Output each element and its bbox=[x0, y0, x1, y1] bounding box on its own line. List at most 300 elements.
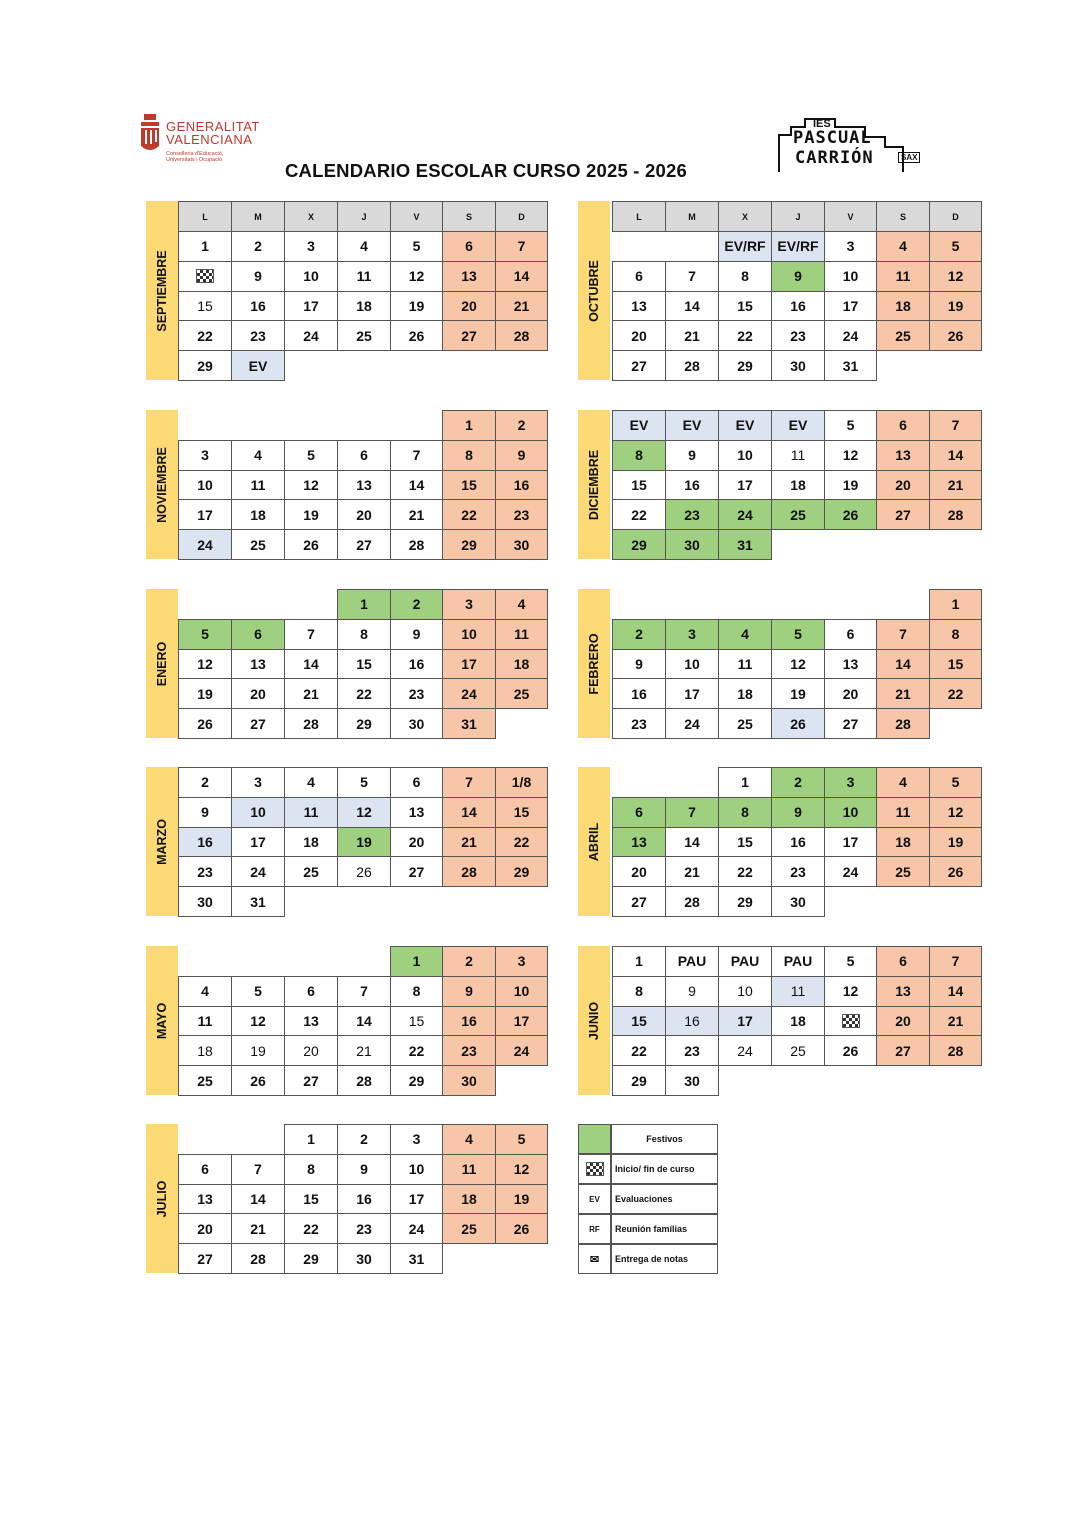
day-cell: 23 bbox=[665, 499, 719, 530]
day-cell: 5 bbox=[390, 231, 443, 262]
day-cell: 8 bbox=[442, 440, 496, 471]
month-tab-septiembre bbox=[146, 201, 178, 380]
day-cell: 14 bbox=[929, 976, 982, 1007]
day-cell: 19 bbox=[337, 827, 391, 858]
legend-row bbox=[578, 1214, 718, 1244]
day-cell: 6 bbox=[337, 440, 391, 471]
day-cell: 19 bbox=[284, 499, 338, 530]
month-tab-julio bbox=[146, 1124, 178, 1273]
day-cell: 26 bbox=[178, 708, 232, 739]
day-cell: EV bbox=[665, 410, 719, 441]
legend-key bbox=[578, 1154, 611, 1184]
generalitat-line3: Conselleria d'Educació, Universitats i Ocupació bbox=[166, 151, 224, 163]
day-cell: 29 bbox=[612, 529, 666, 560]
day-cell: 23 bbox=[178, 856, 232, 887]
day-cell: 31 bbox=[718, 529, 772, 560]
day-cell: 24 bbox=[824, 320, 877, 351]
day-cell: 2 bbox=[337, 1124, 391, 1155]
day-cell: 30 bbox=[665, 1065, 719, 1096]
day-cell: 24 bbox=[495, 1035, 548, 1066]
day-cell: 15 bbox=[442, 470, 496, 501]
weekday-header-x: X bbox=[284, 201, 338, 232]
legend-row bbox=[578, 1154, 718, 1184]
day-cell: 2 bbox=[771, 767, 825, 798]
day-cell: 13 bbox=[442, 261, 496, 292]
day-cell: 13 bbox=[612, 291, 666, 322]
day-cell: 10 bbox=[495, 976, 548, 1007]
day-cell: 27 bbox=[876, 1035, 930, 1066]
day-cell: 17 bbox=[284, 291, 338, 322]
day-cell: 11 bbox=[876, 797, 930, 828]
day-cell: 11 bbox=[231, 470, 285, 501]
day-cell: 14 bbox=[231, 1184, 285, 1215]
day-cell: 23 bbox=[390, 678, 443, 709]
day-cell: 10 bbox=[442, 619, 496, 650]
day-cell: 3 bbox=[231, 767, 285, 798]
day-cell: 30 bbox=[442, 1065, 496, 1096]
day-cell: 8 bbox=[718, 797, 772, 828]
legend-key: RF bbox=[578, 1214, 611, 1244]
day-cell: 2 bbox=[178, 767, 232, 798]
month-name: MAYO bbox=[155, 1002, 169, 1039]
day-cell: 5 bbox=[771, 619, 825, 650]
legend-key bbox=[578, 1124, 611, 1154]
day-cell: 16 bbox=[612, 678, 666, 709]
day-cell: 2 bbox=[231, 231, 285, 262]
day-cell: 28 bbox=[390, 529, 443, 560]
day-cell: 15 bbox=[929, 649, 982, 680]
day-cell: 18 bbox=[771, 470, 825, 501]
month-tab-marzo bbox=[146, 767, 178, 916]
day-cell: 18 bbox=[442, 1184, 496, 1215]
legend-label: Evaluaciones bbox=[611, 1184, 718, 1214]
day-cell: 13 bbox=[231, 649, 285, 680]
day-cell: EV/RF bbox=[771, 231, 825, 262]
day-cell: 4 bbox=[718, 619, 772, 650]
day-cell: 28 bbox=[495, 320, 548, 351]
weekday-header-l: L bbox=[178, 201, 232, 232]
day-cell: 20 bbox=[442, 291, 496, 322]
day-cell: 17 bbox=[231, 827, 285, 858]
day-cell: 20 bbox=[284, 1035, 338, 1066]
month-tab-mayo bbox=[146, 946, 178, 1095]
day-cell: 13 bbox=[178, 1184, 232, 1215]
day-cell: 11 bbox=[495, 619, 548, 650]
day-cell: 29 bbox=[442, 529, 496, 560]
day-cell: 17 bbox=[824, 291, 877, 322]
day-cell: 12 bbox=[495, 1154, 548, 1185]
day-cell: EV bbox=[771, 410, 825, 441]
day-cell: 23 bbox=[442, 1035, 496, 1066]
weekday-header-l: L bbox=[612, 201, 666, 232]
day-cell: 25 bbox=[771, 499, 825, 530]
day-cell: 8 bbox=[337, 619, 391, 650]
day-cell: 23 bbox=[231, 320, 285, 351]
day-cell: 13 bbox=[337, 470, 391, 501]
day-cell: 15 bbox=[337, 649, 391, 680]
day-cell: 30 bbox=[771, 886, 825, 917]
day-cell: 11 bbox=[442, 1154, 496, 1185]
day-cell: 14 bbox=[442, 797, 496, 828]
weekday-header-j: J bbox=[337, 201, 391, 232]
day-cell: 26 bbox=[231, 1065, 285, 1096]
day-cell: 28 bbox=[337, 1065, 391, 1096]
month-tab-abril bbox=[578, 767, 610, 916]
day-cell: 30 bbox=[178, 886, 232, 917]
day-cell: 16 bbox=[771, 291, 825, 322]
day-cell: 23 bbox=[665, 1035, 719, 1066]
day-cell: 21 bbox=[231, 1213, 285, 1244]
day-cell: 14 bbox=[665, 291, 719, 322]
ies-sax-label: SAX bbox=[898, 152, 920, 163]
day-cell: 22 bbox=[495, 827, 548, 858]
day-cell: 16 bbox=[771, 827, 825, 858]
day-cell: 25 bbox=[337, 320, 391, 351]
day-cell: 24 bbox=[718, 499, 772, 530]
day-cell: 6 bbox=[178, 1154, 232, 1185]
day-cell: 15 bbox=[178, 291, 232, 322]
day-cell: 7 bbox=[390, 440, 443, 471]
day-cell: 5 bbox=[284, 440, 338, 471]
day-cell: 8 bbox=[612, 440, 666, 471]
day-cell: 18 bbox=[495, 649, 548, 680]
day-cell: 4 bbox=[284, 767, 338, 798]
day-cell: 9 bbox=[178, 797, 232, 828]
month-name: SEPTIEMBRE bbox=[155, 249, 169, 332]
day-cell: 10 bbox=[390, 1154, 443, 1185]
day-cell: 27 bbox=[390, 856, 443, 887]
weekday-header-j: J bbox=[771, 201, 825, 232]
legend-label: Festivos bbox=[611, 1124, 718, 1154]
day-cell: 19 bbox=[929, 827, 982, 858]
day-cell: 6 bbox=[612, 797, 666, 828]
day-cell: 18 bbox=[771, 1006, 825, 1037]
day-cell: 12 bbox=[284, 470, 338, 501]
day-cell: 12 bbox=[824, 976, 877, 1007]
day-cell: 21 bbox=[495, 291, 548, 322]
day-cell: 27 bbox=[876, 499, 930, 530]
day-cell: 23 bbox=[337, 1213, 391, 1244]
weekday-header-d: D bbox=[495, 201, 548, 232]
day-cell: 30 bbox=[771, 350, 825, 381]
day-cell: 12 bbox=[231, 1006, 285, 1037]
day-cell: 25 bbox=[442, 1213, 496, 1244]
day-cell: 11 bbox=[771, 440, 825, 471]
day-cell: 11 bbox=[284, 797, 338, 828]
day-cell: 16 bbox=[665, 470, 719, 501]
day-cell: 14 bbox=[390, 470, 443, 501]
weekday-header-s: S bbox=[442, 201, 496, 232]
weekday-header-v: V bbox=[390, 201, 443, 232]
day-cell: 19 bbox=[231, 1035, 285, 1066]
day-cell: 24 bbox=[178, 529, 232, 560]
course-flag-cell bbox=[178, 261, 232, 292]
day-cell: 17 bbox=[390, 1184, 443, 1215]
report-card-icon: ✉ bbox=[589, 1253, 600, 1266]
day-cell: 7 bbox=[929, 946, 982, 977]
day-cell: 25 bbox=[718, 708, 772, 739]
day-cell: 6 bbox=[442, 231, 496, 262]
day-cell: 26 bbox=[929, 856, 982, 887]
day-cell: 17 bbox=[178, 499, 232, 530]
day-cell: 18 bbox=[231, 499, 285, 530]
day-cell: 29 bbox=[284, 1243, 338, 1274]
day-cell: 15 bbox=[612, 1006, 666, 1037]
weekday-header-s: S bbox=[876, 201, 930, 232]
day-cell: 10 bbox=[718, 440, 772, 471]
weekday-header-v: V bbox=[824, 201, 877, 232]
day-cell: EV bbox=[231, 350, 285, 381]
day-cell: 3 bbox=[824, 767, 877, 798]
day-cell: 19 bbox=[390, 291, 443, 322]
day-cell: 16 bbox=[390, 649, 443, 680]
month-name: ENERO bbox=[155, 641, 169, 686]
day-cell: 30 bbox=[495, 529, 548, 560]
day-cell: 10 bbox=[824, 261, 877, 292]
day-cell: 21 bbox=[284, 678, 338, 709]
day-cell: 13 bbox=[876, 976, 930, 1007]
day-cell: 7 bbox=[665, 797, 719, 828]
day-cell: 29 bbox=[390, 1065, 443, 1096]
month-tab-junio bbox=[578, 946, 610, 1095]
day-cell: 30 bbox=[390, 708, 443, 739]
day-cell: 31 bbox=[231, 886, 285, 917]
day-cell: 15 bbox=[718, 291, 772, 322]
day-cell: 11 bbox=[876, 261, 930, 292]
day-cell: 14 bbox=[665, 827, 719, 858]
day-cell: 19 bbox=[929, 291, 982, 322]
day-cell: 5 bbox=[929, 231, 982, 262]
day-cell: 19 bbox=[824, 470, 877, 501]
day-cell: 10 bbox=[665, 649, 719, 680]
day-cell: 25 bbox=[495, 678, 548, 709]
day-cell: 11 bbox=[178, 1006, 232, 1037]
month-tab-febrero bbox=[578, 589, 610, 738]
day-cell: 3 bbox=[442, 589, 496, 620]
day-cell: 10 bbox=[178, 470, 232, 501]
day-cell: 22 bbox=[929, 678, 982, 709]
day-cell: 9 bbox=[665, 440, 719, 471]
day-cell: 20 bbox=[876, 470, 930, 501]
day-cell: 1 bbox=[612, 946, 666, 977]
day-cell: 22 bbox=[718, 856, 772, 887]
day-cell: 8 bbox=[284, 1154, 338, 1185]
day-cell: 22 bbox=[390, 1035, 443, 1066]
day-cell: 22 bbox=[718, 320, 772, 351]
day-cell: 31 bbox=[390, 1243, 443, 1274]
day-cell: 21 bbox=[442, 827, 496, 858]
day-cell: 29 bbox=[718, 350, 772, 381]
day-cell: 7 bbox=[876, 619, 930, 650]
day-cell: 18 bbox=[876, 827, 930, 858]
day-cell: 1 bbox=[178, 231, 232, 262]
day-cell: 28 bbox=[665, 886, 719, 917]
day-cell: 13 bbox=[390, 797, 443, 828]
day-cell: 13 bbox=[876, 440, 930, 471]
day-cell: 6 bbox=[612, 261, 666, 292]
month-name: DICIEMBRE bbox=[587, 449, 601, 520]
legend-row bbox=[578, 1184, 718, 1214]
day-cell: 22 bbox=[284, 1213, 338, 1244]
day-cell: 6 bbox=[876, 946, 930, 977]
day-cell: 27 bbox=[612, 350, 666, 381]
day-cell: 22 bbox=[442, 499, 496, 530]
day-cell: 2 bbox=[442, 946, 496, 977]
day-cell: 15 bbox=[495, 797, 548, 828]
day-cell: 20 bbox=[337, 499, 391, 530]
weekday-header-x: X bbox=[718, 201, 772, 232]
day-cell: 25 bbox=[231, 529, 285, 560]
generalitat-emblem-icon bbox=[138, 112, 164, 162]
day-cell: 27 bbox=[824, 708, 877, 739]
day-cell: 1/8 bbox=[495, 767, 548, 798]
day-cell: 26 bbox=[495, 1213, 548, 1244]
day-cell: 25 bbox=[178, 1065, 232, 1096]
day-cell: 7 bbox=[442, 767, 496, 798]
day-cell: 11 bbox=[718, 649, 772, 680]
day-cell: 8 bbox=[612, 976, 666, 1007]
day-cell: 11 bbox=[337, 261, 391, 292]
day-cell: 21 bbox=[929, 1006, 982, 1037]
day-cell: 20 bbox=[612, 320, 666, 351]
day-cell: 13 bbox=[284, 1006, 338, 1037]
day-cell: 29 bbox=[178, 350, 232, 381]
day-cell: 12 bbox=[337, 797, 391, 828]
day-cell: 16 bbox=[665, 1006, 719, 1037]
month-tab-octubre bbox=[578, 201, 610, 380]
day-cell: 24 bbox=[718, 1035, 772, 1066]
day-cell: 30 bbox=[337, 1243, 391, 1274]
day-cell: 27 bbox=[612, 886, 666, 917]
checkered-flag-icon bbox=[196, 269, 214, 283]
day-cell: 6 bbox=[824, 619, 877, 650]
day-cell: 20 bbox=[390, 827, 443, 858]
day-cell: 7 bbox=[284, 619, 338, 650]
day-cell: 24 bbox=[442, 678, 496, 709]
day-cell: 17 bbox=[442, 649, 496, 680]
day-cell: 17 bbox=[718, 1006, 772, 1037]
day-cell: 6 bbox=[231, 619, 285, 650]
weekday-header-m: M bbox=[231, 201, 285, 232]
day-cell: 18 bbox=[337, 291, 391, 322]
day-cell: 21 bbox=[665, 856, 719, 887]
legend-label: Inicio/ fin de curso bbox=[611, 1154, 718, 1184]
day-cell: 5 bbox=[824, 946, 877, 977]
legend-key: EV bbox=[578, 1184, 611, 1214]
day-cell: 20 bbox=[824, 678, 877, 709]
day-cell: 14 bbox=[284, 649, 338, 680]
day-cell: 13 bbox=[612, 827, 666, 858]
weekday-header-d: D bbox=[929, 201, 982, 232]
day-cell: 24 bbox=[390, 1213, 443, 1244]
day-cell: 9 bbox=[337, 1154, 391, 1185]
day-cell: 19 bbox=[178, 678, 232, 709]
day-cell: 8 bbox=[929, 619, 982, 650]
day-cell: 4 bbox=[231, 440, 285, 471]
day-cell: 9 bbox=[665, 976, 719, 1007]
day-cell: PAU bbox=[718, 946, 772, 977]
day-cell: 7 bbox=[929, 410, 982, 441]
day-cell: 12 bbox=[771, 649, 825, 680]
day-cell: 29 bbox=[337, 708, 391, 739]
day-cell: 5 bbox=[337, 767, 391, 798]
day-cell: PAU bbox=[665, 946, 719, 977]
day-cell: 16 bbox=[231, 291, 285, 322]
month-name: JUNIO bbox=[587, 1001, 601, 1040]
day-cell: 28 bbox=[284, 708, 338, 739]
day-cell: 20 bbox=[178, 1213, 232, 1244]
day-cell: 15 bbox=[284, 1184, 338, 1215]
day-cell: 21 bbox=[876, 678, 930, 709]
day-cell: 21 bbox=[390, 499, 443, 530]
weekday-header-m: M bbox=[665, 201, 719, 232]
day-cell: 16 bbox=[337, 1184, 391, 1215]
day-cell: 26 bbox=[824, 499, 877, 530]
day-cell: 11 bbox=[771, 976, 825, 1007]
day-cell: 9 bbox=[771, 797, 825, 828]
day-cell: 7 bbox=[231, 1154, 285, 1185]
day-cell: 18 bbox=[718, 678, 772, 709]
day-cell: 19 bbox=[495, 1184, 548, 1215]
day-cell: PAU bbox=[771, 946, 825, 977]
day-cell: 17 bbox=[665, 678, 719, 709]
day-cell: 2 bbox=[390, 589, 443, 620]
generalitat-line1: GENERALITAT bbox=[166, 119, 260, 134]
day-cell: 16 bbox=[495, 470, 548, 501]
day-cell: 23 bbox=[495, 499, 548, 530]
day-cell: 3 bbox=[495, 946, 548, 977]
day-cell: 25 bbox=[876, 856, 930, 887]
day-cell: 20 bbox=[876, 1006, 930, 1037]
legend-label: Entrega de notas bbox=[611, 1244, 718, 1274]
day-cell: 3 bbox=[665, 619, 719, 650]
day-cell: 21 bbox=[337, 1035, 391, 1066]
day-cell: 9 bbox=[390, 619, 443, 650]
day-cell: 29 bbox=[718, 886, 772, 917]
day-cell: 23 bbox=[771, 320, 825, 351]
day-cell: 18 bbox=[284, 827, 338, 858]
day-cell: 28 bbox=[876, 708, 930, 739]
day-cell: 27 bbox=[337, 529, 391, 560]
day-cell: 26 bbox=[337, 856, 391, 887]
day-cell: 8 bbox=[718, 261, 772, 292]
day-cell: 7 bbox=[337, 976, 391, 1007]
day-cell: 14 bbox=[876, 649, 930, 680]
day-cell: 14 bbox=[495, 261, 548, 292]
day-cell: 1 bbox=[718, 767, 772, 798]
day-cell: 28 bbox=[665, 350, 719, 381]
day-cell: 2 bbox=[495, 410, 548, 441]
day-cell: 22 bbox=[612, 499, 666, 530]
day-cell: 12 bbox=[929, 261, 982, 292]
day-cell: 18 bbox=[178, 1035, 232, 1066]
month-tab-noviembre bbox=[146, 410, 178, 559]
ies-name-line1: PASCUAL bbox=[793, 128, 872, 148]
day-cell: 6 bbox=[390, 767, 443, 798]
day-cell: 4 bbox=[337, 231, 391, 262]
legend-row bbox=[578, 1124, 718, 1154]
day-cell: 10 bbox=[718, 976, 772, 1007]
day-cell: 26 bbox=[771, 708, 825, 739]
day-cell: 7 bbox=[495, 231, 548, 262]
day-cell: 9 bbox=[231, 261, 285, 292]
day-cell: 31 bbox=[824, 350, 877, 381]
day-cell: 16 bbox=[442, 1006, 496, 1037]
day-cell: 31 bbox=[442, 708, 496, 739]
day-cell: 15 bbox=[390, 1006, 443, 1037]
day-cell: 28 bbox=[929, 499, 982, 530]
generalitat-logo bbox=[138, 110, 270, 168]
